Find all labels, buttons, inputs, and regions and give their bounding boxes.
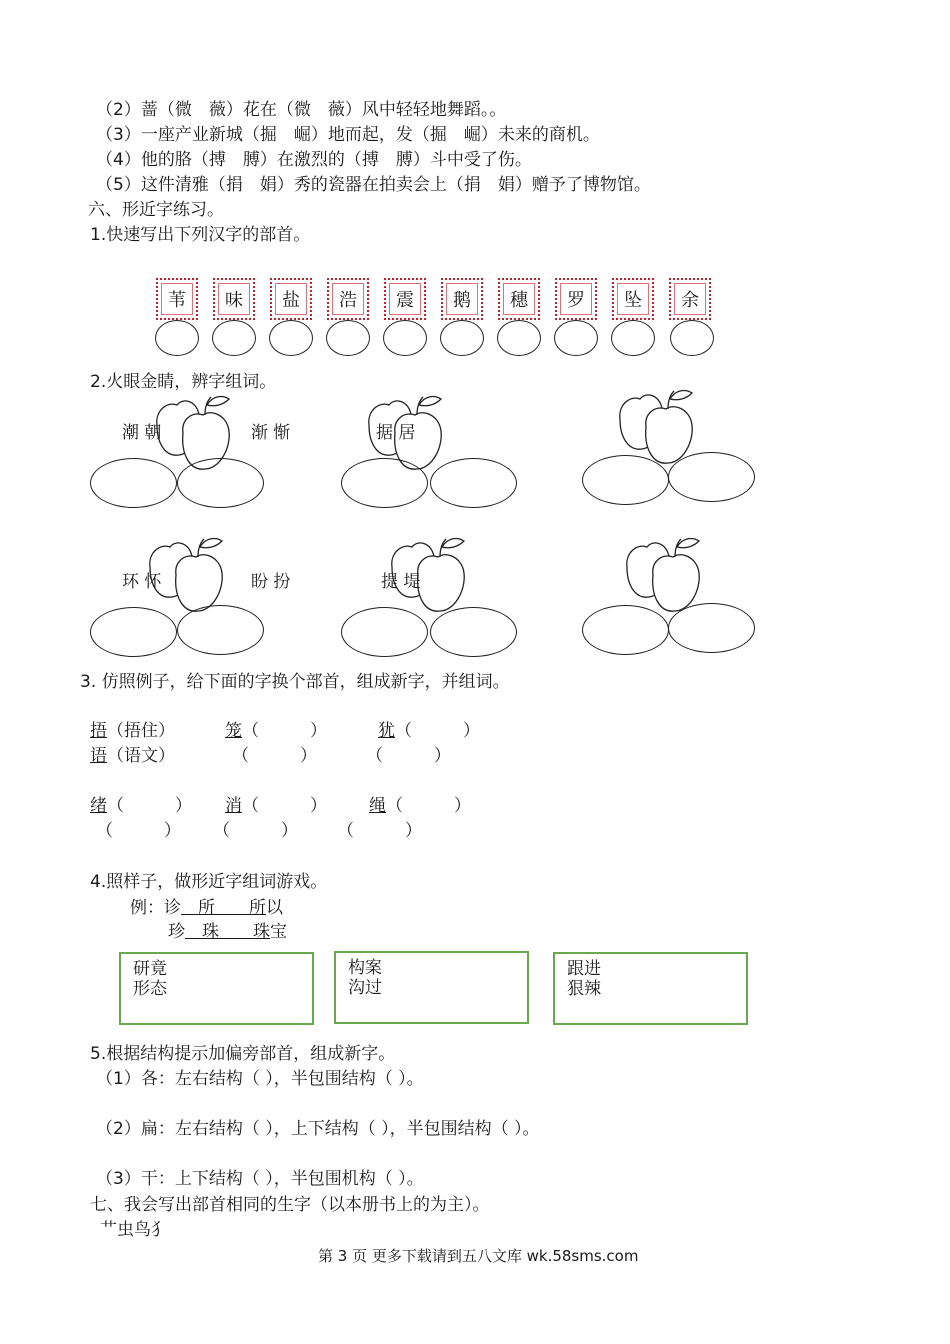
q3-example-row — [90, 745, 175, 767]
answer-ellipse[interactable] — [177, 458, 264, 508]
box-line: 跟进 — [567, 959, 601, 979]
char-box: 余 — [669, 278, 711, 320]
char-box: 味 — [213, 278, 255, 320]
char-box: 罗 — [555, 278, 597, 320]
answer-circle[interactable] — [611, 320, 655, 356]
q3-blank[interactable]: （ ） — [242, 721, 327, 741]
q4-example-label: 例： — [130, 898, 164, 918]
q3-blank[interactable]: （ ） — [107, 796, 192, 816]
q3-char: 绳 — [369, 796, 386, 816]
exercise-line-2: （2）蔷（微 薇）花在（微 薇）风中轻轻地舞蹈。。 — [96, 100, 507, 120]
word-pair-right: 渐 惭 — [251, 423, 291, 443]
word-game-box[interactable] — [553, 952, 748, 1025]
q4-char: 所 — [198, 898, 215, 918]
q4-char: 珠 — [202, 922, 219, 942]
exercise-line-3: （3）一座产业新城（掘 崛）地而起，发（掘 崛）未来的商机。 — [96, 125, 600, 145]
q3-item — [225, 795, 327, 817]
answer-ellipse[interactable] — [341, 607, 428, 657]
q4-example-row — [130, 897, 283, 919]
q4-example-row — [168, 921, 287, 943]
q5-line: （3）干：上下结构（ ），半包围机构（ ）。 — [96, 1169, 424, 1189]
answer-circle[interactable] — [155, 320, 199, 356]
answer-ellipse[interactable] — [668, 452, 755, 502]
q3-item — [369, 795, 471, 817]
q4-char: 所 — [249, 898, 266, 918]
char-box: 震 — [384, 278, 426, 320]
word-pair-left: 潮 朝 — [122, 423, 162, 443]
word-pair-left: 据 居 — [376, 423, 416, 443]
answer-circle[interactable] — [212, 320, 256, 356]
q4-char: 以 — [266, 898, 283, 918]
q1-title: 1.快速写出下列汉字的部首。 — [90, 225, 311, 245]
q3-char: 消 — [225, 796, 242, 816]
answer-circle[interactable] — [383, 320, 427, 356]
q3-char: 笼 — [225, 721, 242, 741]
q3-title: 3. 仿照例子，给下面的字换个部首，组成新字，并组词。 — [80, 672, 510, 692]
word-game-box[interactable] — [334, 951, 529, 1024]
box-line: 构案 — [348, 958, 382, 978]
answer-ellipse[interactable] — [668, 603, 755, 653]
answer-circle[interactable] — [326, 320, 370, 356]
exercise-line-5: （5）这件清雅（捐 娟）秀的瓷器在拍卖会上（捐 娟）赠予了博物馆。 — [96, 175, 651, 195]
q4-underline — [185, 922, 270, 942]
answer-ellipse[interactable] — [582, 605, 669, 655]
char-box: 鹅 — [441, 278, 483, 320]
answer-ellipse[interactable] — [90, 607, 177, 657]
q3-item — [225, 720, 327, 742]
q4-char: 宝 — [270, 922, 287, 942]
word-pair-right: 盼 扮 — [251, 572, 291, 592]
box-line: 狠辣 — [567, 979, 601, 999]
q4-char: 珍 — [168, 922, 185, 942]
q3-blank[interactable]: （ ） — [232, 746, 317, 766]
q2-title: 2.火眼金睛，辨字组词。 — [90, 372, 277, 392]
q3-blank[interactable]: （ ） — [213, 821, 298, 841]
answer-circle[interactable] — [670, 320, 714, 356]
q3-example-char: 捂 — [90, 721, 107, 741]
q3-blank[interactable]: （ ） — [96, 821, 181, 841]
answer-ellipse[interactable] — [90, 458, 177, 508]
answer-ellipse[interactable] — [177, 605, 264, 655]
q3-item — [90, 795, 192, 817]
q4-title: 4.照样子，做形近字组词游戏。 — [90, 872, 328, 892]
box-line: 研竟 — [133, 959, 167, 979]
section7-title: 七、我会写出部首相同的生字（以本册书上的为主）。 — [90, 1195, 490, 1215]
q5-line: （2）扁：左右结构（ ），上下结构（ ），半包围结构（ ）。 — [96, 1119, 540, 1139]
word-pair-left: 环 怀 — [122, 572, 162, 592]
answer-ellipse[interactable] — [341, 458, 428, 508]
q5-line: （1）各：左右结构（ ），半包围结构（ ）。 — [96, 1069, 424, 1089]
q5-title: 5.根据结构提示加偏旁部首，组成新字。 — [90, 1044, 396, 1064]
answer-circle[interactable] — [440, 320, 484, 356]
section6-title: 六、形近字练习。 — [88, 200, 224, 220]
box-line: 沟过 — [348, 978, 382, 998]
char-box: 浩 — [327, 278, 369, 320]
q3-blank[interactable]: （ ） — [337, 821, 422, 841]
answer-ellipse[interactable] — [582, 455, 669, 505]
q3-item — [378, 720, 480, 742]
char-box: 穗 — [498, 278, 540, 320]
q3-example-row — [90, 720, 175, 742]
q4-char: 诊 — [164, 898, 181, 918]
q3-char: 犹 — [378, 721, 395, 741]
char-box: 盐 — [270, 278, 312, 320]
word-pair-left: 提 堤 — [381, 572, 421, 592]
q3-example-char: 语 — [90, 746, 107, 766]
q4-underline — [181, 898, 266, 918]
answer-circle[interactable] — [269, 320, 313, 356]
word-game-box[interactable] — [119, 952, 314, 1025]
answer-ellipse[interactable] — [430, 458, 517, 508]
q4-char: 珠 — [253, 922, 270, 942]
char-box: 苇 — [156, 278, 198, 320]
radical-list: 艹虫鸟犭 — [100, 1220, 168, 1240]
q3-blank[interactable]: （ ） — [242, 796, 327, 816]
q3-blank[interactable]: （ ） — [386, 796, 471, 816]
answer-circle[interactable] — [497, 320, 541, 356]
box-line: 形态 — [133, 979, 167, 999]
page-footer: 第 3 页 更多下载请到五八文库 wk.58sms.com — [318, 1247, 639, 1265]
answer-ellipse[interactable] — [430, 607, 517, 657]
q3-example-word: （捂住） — [107, 721, 175, 741]
q3-char: 绪 — [90, 796, 107, 816]
q3-blank[interactable]: （ ） — [366, 746, 451, 766]
exercise-line-4: （4）他的胳（搏 膊）在激烈的（搏 膊）斗中受了伤。 — [96, 150, 532, 170]
char-box: 坠 — [612, 278, 654, 320]
answer-circle[interactable] — [554, 320, 598, 356]
q3-example-word: （语文） — [107, 746, 175, 766]
q3-blank[interactable]: （ ） — [395, 721, 480, 741]
